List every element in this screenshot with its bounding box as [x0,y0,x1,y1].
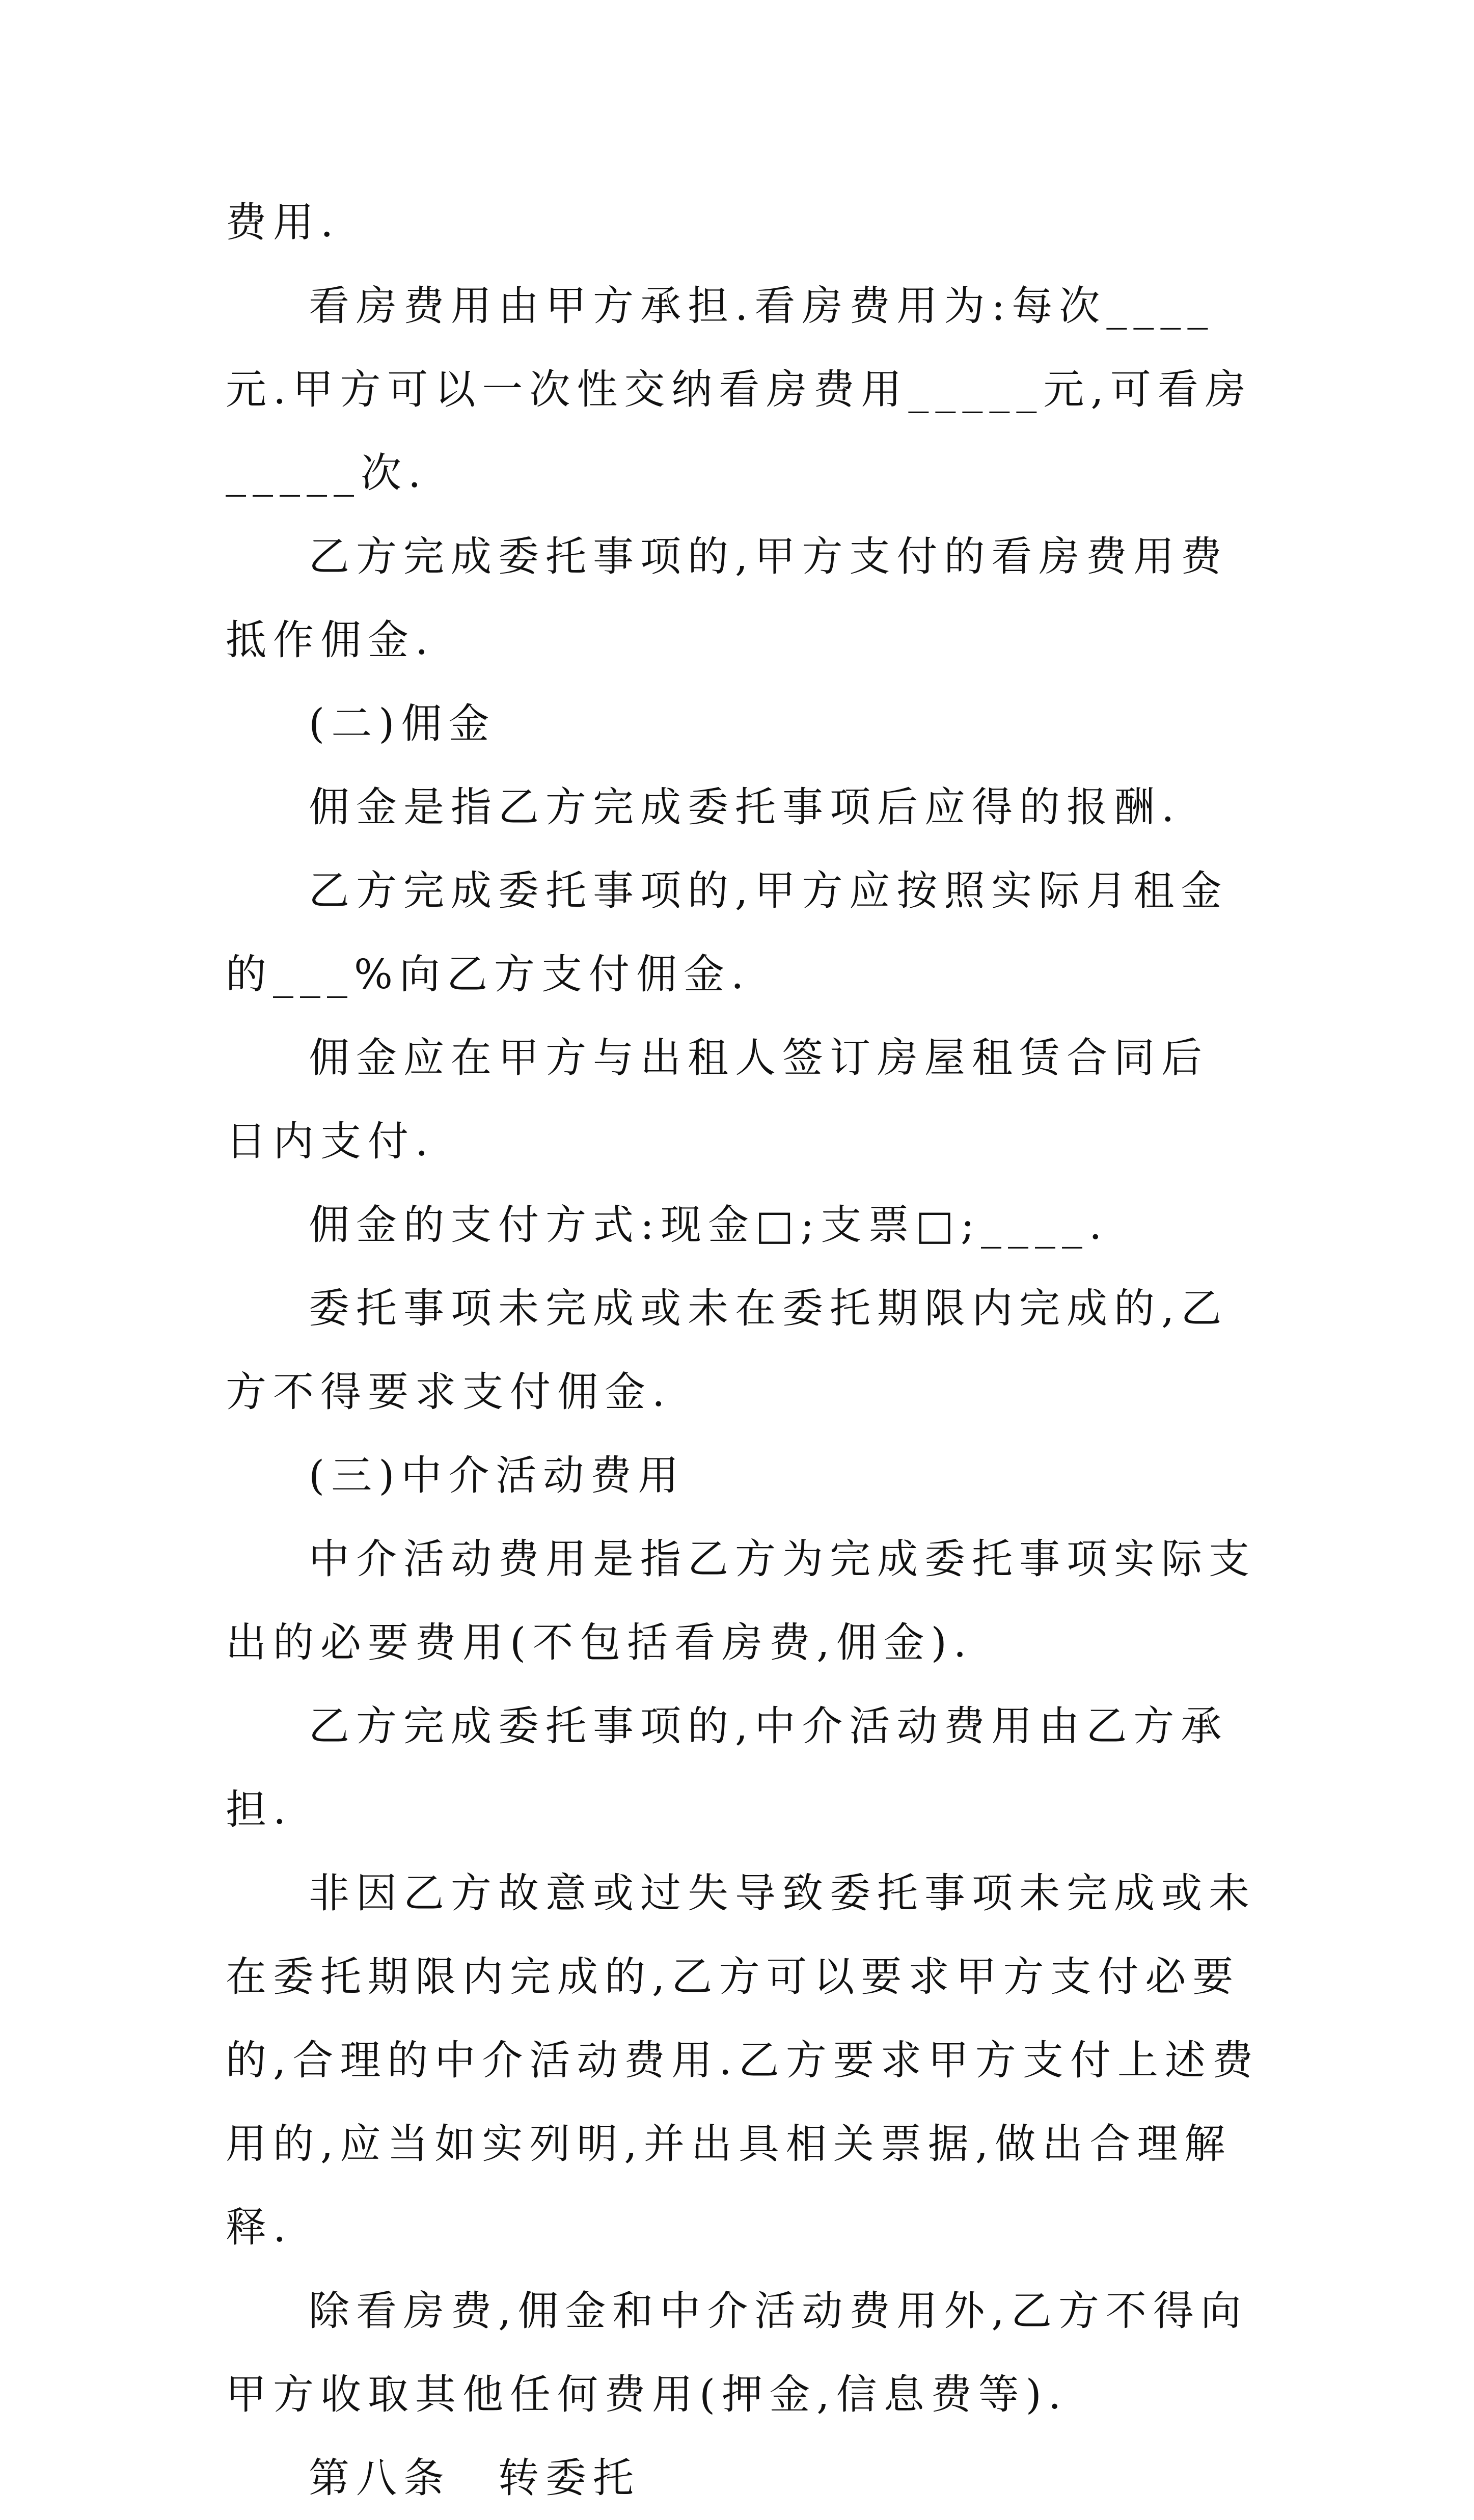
paragraph-viewing-fee-offset: 乙方完成委托事项的,甲方支付的看房费用费抵作佣金. [226,533,1229,664]
paragraph-commission-payment-method: 佣金的支付方式:现金□;支票□;____. [309,1201,1109,1249]
paragraph-commission-rate: 乙方完成委托事项的,甲方应按照实际月租金的___%向乙方支付佣金. [226,867,1229,998]
paragraph-agency-costs-borne: 乙方完成委托事项的,中介活动费用由乙方承担. [226,1702,1229,1833]
paragraph-agency-costs-reimbursement: 非因乙方故意或过失导致委托事项未完成或未在委托期限内完成的,乙方可以要求甲方支付必要的,合理的中介活动费用.乙方要求甲方支付上述费用的,应当如实列明,并出具相关票据,做出合理解释. [226,1869,1260,2251]
paragraph-commission-definition: 佣金是指乙方完成委托事项后应得的报酬. [309,783,1181,831]
paragraph-fee-continuation: 费用. [226,199,340,246]
document-body [226,181,1265,2520]
paragraph-commission-not-due: 委托事项未完成或未在委托期限内完成的,乙方不得要求支付佣金. [226,1285,1229,1416]
paragraph-viewing-fee: 看房费用由甲方承担.看房费用为:每次____元.甲方可以一次性交纳看房费用_____元,可看房_____次. [226,282,1252,497]
section-heading-agency-costs: (三)中介活动费用 [309,1452,686,1499]
paragraph-agency-costs-definition: 中介活动费用是指乙方为完成委托事项实际支出的必要费用(不包括看房费,佣金). [226,1535,1256,1666]
paragraph-no-other-fees: 除看房费,佣金和中介活动费用外,乙方不得向甲方收取其他任何费用(押金,信息费等). [226,2287,1248,2418]
article-heading-subdelegation: 第八条 转委托 [309,2454,640,2502]
section-heading-commission: (二)佣金 [309,700,496,747]
paragraph-commission-deadline: 佣金应在甲方与出租人签订房屋租赁合同后 日内支付. [226,1034,1256,1165]
